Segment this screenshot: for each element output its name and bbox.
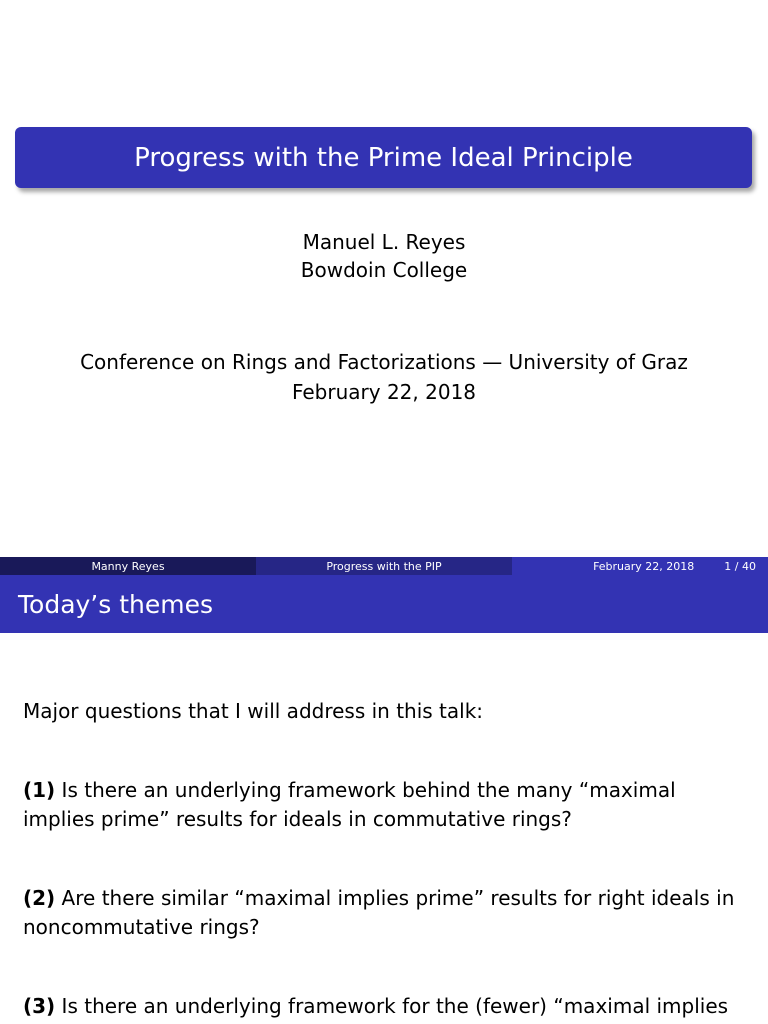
frame-title: Today’s themes [18,589,214,619]
themes-slide [0,575,768,1024]
footer-title-segment [256,557,512,575]
footer-page-number: 1 / 40 [724,559,756,573]
author-name: Manuel L. Reyes [302,230,466,254]
footer-author: Manny Reyes [91,559,165,573]
question-text: Is there an underlying framework for the (fewer) “maximal implies [55,994,729,1018]
question-3 [23,992,743,1021]
question-text: Is there an underlying framework behind the many “maximal implies prime” results for ideals in commutative rings? [23,778,676,831]
question-2 [23,884,743,942]
footer-author-segment [0,557,256,575]
conference-name: Conference on Rings and Factorizations — University of Graz [80,350,688,374]
question-1 [23,776,743,834]
presentation-title: Progress with the Prime Ideal Principle [134,142,633,173]
question-number: (3) [23,994,56,1018]
author-block [0,228,768,284]
author-affiliation: Bowdoin College [300,258,468,282]
question-number: (1) [23,778,56,802]
slide-footer [0,557,768,575]
conference-date: February 22, 2018 [291,380,477,404]
footer-date: February 22, 2018 [593,559,695,573]
intro-text: Major questions that I will address in this talk: [23,699,484,723]
footer-date-segment [512,557,768,575]
question-number: (2) [23,886,56,910]
question-text: Are there similar “maximal implies prime” results for right ideals in noncommutative rings? [23,886,735,939]
footer-short-title: Progress with the PIP [326,559,442,573]
frame-title-bar [0,575,768,633]
conference-block [0,347,768,407]
presentation-title-box [15,127,752,188]
